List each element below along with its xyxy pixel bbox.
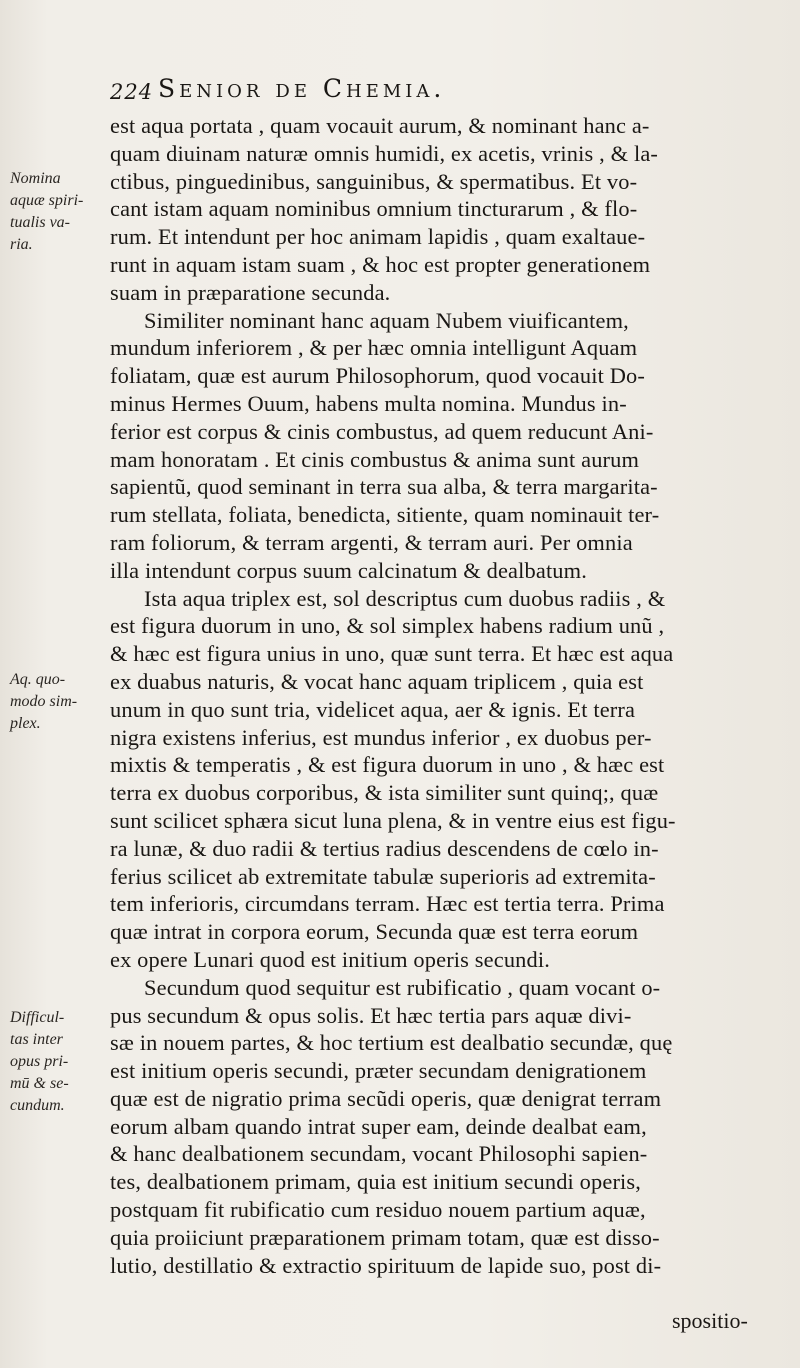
text-line: ferius scilicet ab extremitate tabulæ superioris ad extremita- (110, 863, 656, 889)
text-line: postquam fit rubificatio cum residuo nouem partium aquæ, (110, 1197, 646, 1223)
margin-note-nomina (10, 168, 106, 256)
running-head: Senior de Chemia. (158, 74, 446, 103)
text-line: est figura duorum in uno, & sol simplex habens radium unũ , (110, 613, 665, 639)
margin-note-line: aquæ spiri- (10, 192, 84, 209)
text-line: ctibus, pinguedinibus, sanguinibus, & spermatibus. Et vo- (110, 168, 638, 194)
text-line: Ista aqua triplex est, sol descriptus cum duobus radiis , & (144, 585, 666, 611)
text-line: pus secundum & opus solis. Et hæc tertia pars aquæ divi- (110, 1002, 632, 1028)
text-line: est aqua portata , quam vocauit aurum, & nominant hanc a- (110, 113, 650, 138)
text-line: nigra existens inferius, est mundus inferior , ex duobus per- (110, 724, 652, 750)
margin-note-line: opus pri- (10, 1053, 69, 1070)
text-line: quæ est de nigratio prima secũdi operis, quæ denigrat terram (110, 1085, 662, 1111)
text-line: sapientũ, quod seminant in terra sua alba, & terra margarita- (110, 474, 658, 500)
text-line: & hæc est figura unius in uno, quæ sunt terra. Et hæc est aqua (110, 641, 674, 667)
text-line: est initium operis secundi, præter secundam denigrationem (110, 1058, 647, 1084)
margin-note-line: mū & se- (10, 1075, 69, 1092)
margin-note-line: Difficul- (10, 1009, 65, 1026)
text-line: ex opere Lunari quod est initium operis secundi. (110, 946, 550, 972)
margin-note-line: ria. (10, 236, 33, 253)
text-line: ferior est corpus & cinis combustus, ad quem reducunt Ani- (110, 418, 654, 444)
text-line: rum. Et intendunt per hoc animam lapidis , quam exaltaue- (110, 224, 646, 250)
text-line: tes, dealbationem primam, quia est initium secundi operis, (110, 1169, 642, 1195)
page-number: 224 (110, 80, 154, 104)
text-line: quam diuinam naturæ omnis humidi, ex acetis, vrinis , & la- (110, 140, 659, 166)
catchword: spositio- (672, 1308, 748, 1333)
text-line: ra lunæ, & duo radii & tertius radius descendens de cœlo in- (110, 835, 659, 861)
text-line: Secundum quod sequitur est rubificatio , quam vocant o- (144, 974, 661, 1000)
body-text (110, 112, 780, 1279)
text-line: quæ intrat in corpora eorum, Secunda quæ est terra eorum (110, 919, 639, 945)
margin-note-line: cundum. (10, 1097, 65, 1114)
text-line: tem inferioris, circumdans terram. Hæc est tertia terra. Prima (110, 891, 665, 917)
text-line: quia proiiciunt præparationem primam totam, quæ est disso- (110, 1224, 660, 1250)
text-line: eorum albam quando intrat super eam, deinde dealbat eam, (110, 1113, 647, 1139)
margin-note-line: tualis va- (10, 214, 70, 231)
margin-note-line: tas inter (10, 1031, 63, 1048)
margin-note-line: modo sim- (10, 693, 78, 710)
margin-note-line: Aq. quo- (10, 671, 66, 688)
margin-note-line: Nomina (10, 170, 61, 187)
margin-note-difficultas (10, 1007, 106, 1117)
text-line: terra ex duobus corporibus, & ista similiter sunt quinq;, quæ (110, 780, 659, 806)
text-line: cant istam aquam nominibus omnium tincturarum , & flo- (110, 196, 638, 222)
text-line: ram foliorum, & terram argenti, & terram auri. Per omnia (110, 529, 633, 555)
margin-note-line: plex. (10, 715, 41, 732)
text-line: mixtis & temperatis , & est figura duorum in uno , & hæc est (110, 752, 665, 778)
text-line: & hanc dealbationem secundam, vocant Philosophi sapien- (110, 1141, 648, 1167)
text-line: foliatam, quæ est aurum Philosophorum, quod vocauit Do- (110, 363, 645, 389)
text-line: rum stellata, foliata, benedicta, sitiente, quam nominauit ter- (110, 502, 660, 528)
margin-note-aqua (10, 669, 106, 735)
text-line: Similiter nominant hanc aquam Nubem viuificantem, (144, 307, 629, 333)
text-line: unum in quo sunt tria, videlicet aqua, aer & ignis. Et terra (110, 696, 636, 722)
text-line: lutio, destillatio & extractio spirituum de lapide suo, post di- (110, 1252, 662, 1278)
text-line: suam in præparatione secunda. (110, 279, 391, 305)
page-header (110, 74, 770, 114)
text-line: mundum inferiorem , & per hæc omnia intelligunt Aquam (110, 335, 638, 361)
text-line: sæ in nouem partes, & hoc tertium est dealbatio secundæ, quę (110, 1030, 673, 1056)
text-line: minus Hermes Ouum, habens multa nomina. Mundus in- (110, 390, 627, 416)
text-line: mam honoratam . Et cinis combustus & anima sunt aurum (110, 446, 640, 472)
text-line: sunt scilicet sphæra sicut luna plena, & in ventre eius est figu- (110, 807, 676, 833)
text-line: ex duabus naturis, & vocat hanc aquam triplicem , quia est (110, 668, 644, 694)
text-line: illa intendunt corpus suum calcinatum & dealbatum. (110, 557, 587, 583)
text-line: runt in aquam istam suam , & hoc est propter generationem (110, 251, 651, 277)
